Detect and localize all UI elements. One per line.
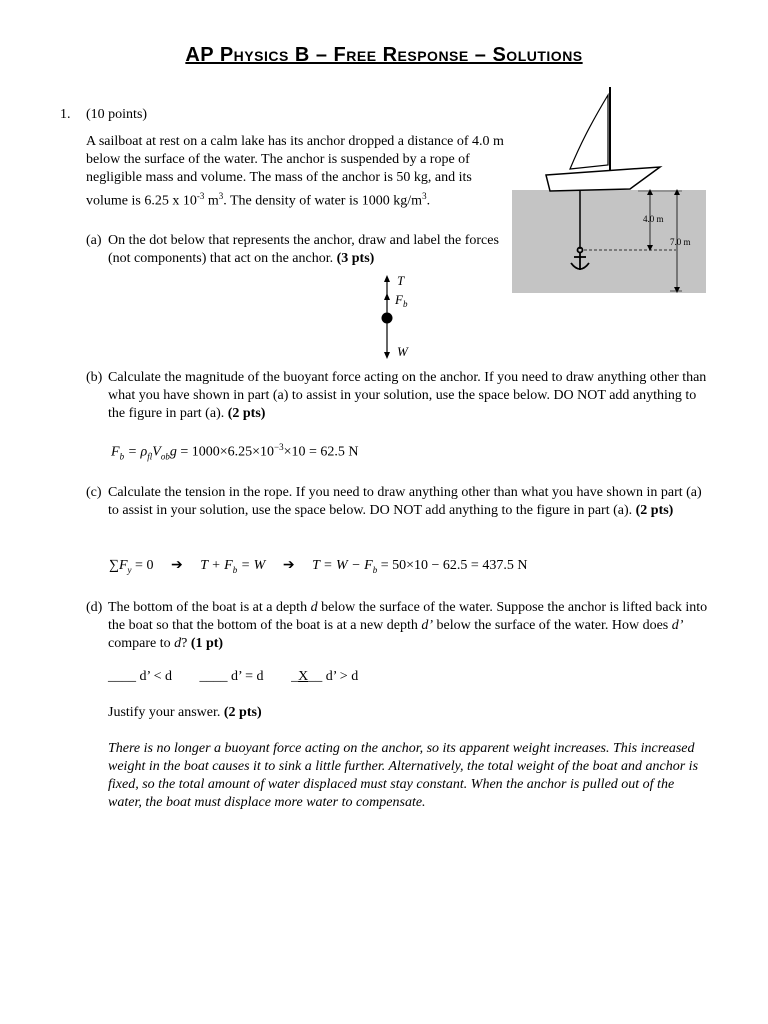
- part-c-text: Calculate the tension in the rope. If you need to draw anything other than what you have shown in part (a) to assist in your solution, use the space below. DO NOT add anything to the figure in part (a).: [108, 485, 702, 518]
- arrow-icon: ➔: [282, 558, 295, 573]
- justify-prompt: Justify your answer. (2 pts): [108, 705, 262, 720]
- choice-less: ____ d’ < d: [108, 669, 173, 684]
- answer-choices: [108, 669, 382, 685]
- buoyant-force-equation: $F_b = \rho_{fl}V_{ob}g = 1000\times 6.25\times 10^{-3}\times 10 = 62.5$ N: [111, 442, 359, 462]
- intro-text-2a: 50 kg, and its volume is 6.25 x 10: [86, 170, 472, 209]
- arrow-icon: ➔: [170, 558, 183, 573]
- part-a-pts: (3 pts): [336, 251, 375, 266]
- question-points: (10 points): [86, 107, 148, 122]
- part-d-label: (d): [86, 600, 103, 615]
- part-b-label: (b): [86, 370, 103, 385]
- part-b: [86, 369, 706, 423]
- part-c-pts: (2 pts): [635, 503, 674, 518]
- hull: [546, 167, 660, 191]
- sail: [570, 95, 608, 169]
- justification-answer: There is no longer a buoyant force acting on the anchor, so its apparent weight increases. This increased weight in the boat causes it to sink a little further. Alternatively, the total weight of the boat and anchor is fixed, so the total amount of water displaced must stay constant. When the anchor is pulled out of the water, the boat must displace more water to compensate.: [108, 741, 699, 810]
- part-d-pts: (1 pt): [190, 636, 224, 651]
- force-label-T: T: [397, 273, 405, 288]
- part-a-text: On the dot below that represents the anchor, draw and label the forces (not components) that act on the anchor.: [108, 233, 499, 266]
- force-label-W: W: [397, 344, 408, 359]
- part-c-label: (c): [86, 485, 102, 500]
- intro-text-2c: . The density of water is 1000 kg/m: [223, 193, 423, 209]
- intro-text-1: A sailboat at rest on a calm lake has its anchor dropped a distance of 4.0 m below the surface of the water. The anchor is suspended by a rope of negligible mass and volume. The mass of the anchor is: [86, 134, 504, 185]
- part-b-text: Calculate the magnitude of the buoyant force acting on the anchor. If you need to draw anything other than what you have shown in part (a) to assist in your solution, use the space below. DO NOT add anything to the figure in part (a).: [108, 370, 707, 421]
- free-body-diagram: [370, 270, 430, 365]
- choice-equal: ____ d’ = d: [199, 669, 264, 684]
- intro-text-2d: .: [426, 193, 431, 209]
- part-a: [86, 232, 706, 268]
- page-title: AP Physics B – Free Response – Solutions: [185, 44, 583, 66]
- part-a-label: (a): [86, 233, 102, 248]
- intro-text-2b: m: [204, 193, 219, 209]
- intro-exp-2: 3: [218, 191, 224, 201]
- depth-label-7m: 7.0 m: [670, 237, 691, 247]
- question-number: 1.: [60, 107, 71, 122]
- tension-equation: $\sum F_y = 0$ ➔ $T + F_b = W$ ➔ $T = W - F_b = 50\times 10 - 62.5 = 437.5$ N: [109, 558, 528, 575]
- choice-greater: _X__ d’ > d: [291, 669, 359, 684]
- depth-label-4m: 4.0 m: [643, 214, 664, 224]
- anchor-dot: [382, 313, 393, 324]
- part-d: (d) The bottom of the boat is at a depth d below the surface of the water. Suppose the anchor is lifted back into the boat so that the bottom of the boat is at a new depth d’ below the surface of the water. How does d’ compare to d? (1 pt): [86, 600, 708, 651]
- part-c: [86, 484, 706, 520]
- intro-exp-3: 3: [422, 191, 427, 201]
- intro-exp-1: -3: [196, 191, 205, 201]
- part-b-pts: (2 pts): [227, 406, 266, 421]
- force-label-Fb: $F_b$: [395, 292, 408, 309]
- question-intro: [86, 133, 506, 211]
